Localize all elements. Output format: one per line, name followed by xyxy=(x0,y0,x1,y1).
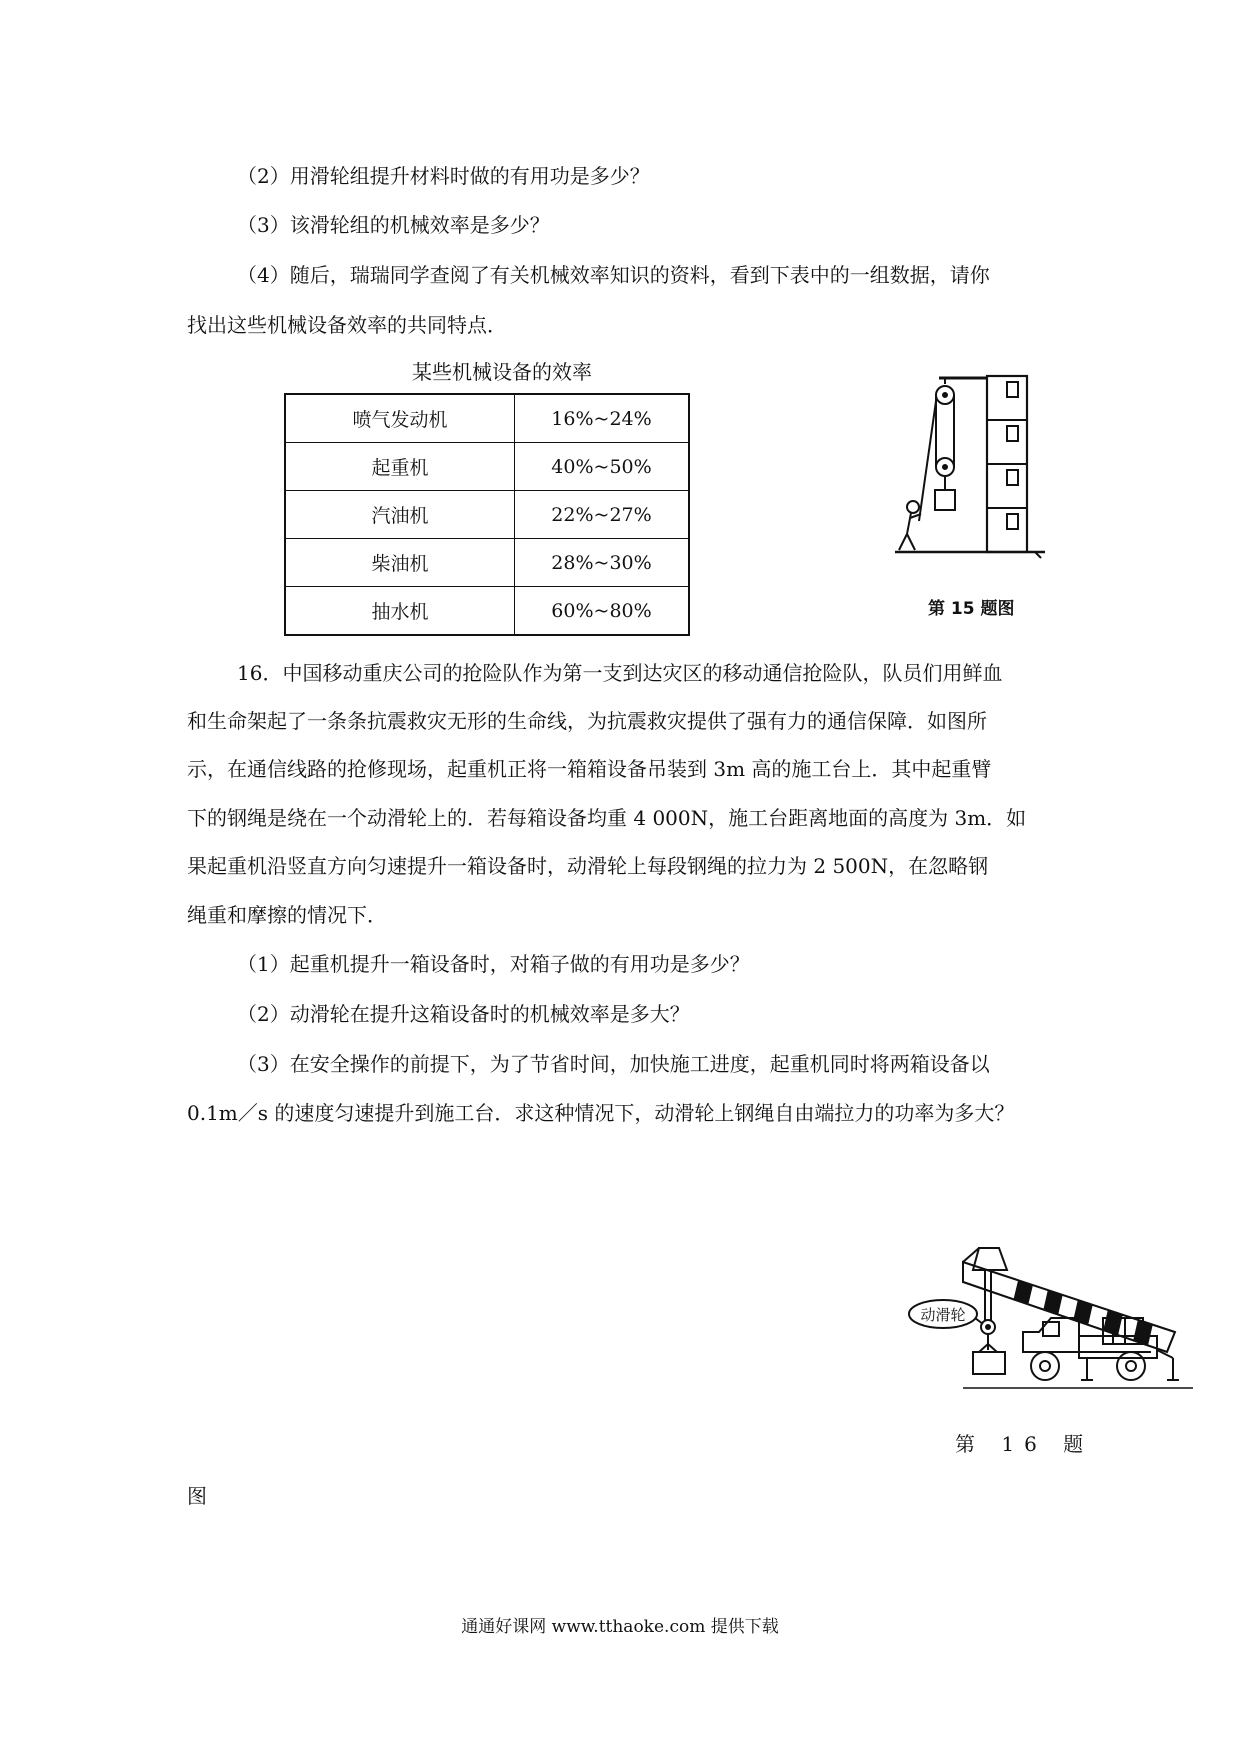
pulley-building-figure xyxy=(895,368,1045,563)
table-cell-name: 喷气发动机 xyxy=(285,394,515,443)
table-row xyxy=(285,539,689,587)
table-cell-value: 16%~24% xyxy=(515,394,690,443)
table-cell-name: 汽油机 xyxy=(285,491,515,539)
q15-part2: （2）用滑轮组提升材料时做的有用功是多少？ xyxy=(237,164,650,188)
table-cell-value: 60%~80% xyxy=(515,587,690,636)
q15-part3: （3）该滑轮组的机械效率是多少？ xyxy=(237,213,550,237)
table-cell-value: 22%~27% xyxy=(515,491,690,539)
q16-line: 下的钢绳是绕在一个动滑轮上的．若每箱设备均重 4 000N，施工台距离地面的高度为 3m．如 xyxy=(187,806,1027,830)
q16-sub2: （2）动滑轮在提升这箱设备时的机械效率是多大？ xyxy=(237,1002,690,1026)
table-cell-name: 抽水机 xyxy=(285,587,515,636)
table-row xyxy=(285,443,689,491)
q16-line: 示，在通信线路的抢修现场，起重机正将一箱箱设备吊装到 3m 高的施工台上．其中起重臂 xyxy=(187,757,992,781)
table-cell-value: 40%~50% xyxy=(515,443,690,491)
figure-16-caption-wrap: 图 xyxy=(187,1484,207,1508)
table-cell-name: 柴油机 xyxy=(285,539,515,587)
table-row xyxy=(285,587,689,636)
movable-pulley-label: 动滑轮 xyxy=(920,1306,966,1324)
page-footer: 通通好课网 www.tthaoke.com 提供下载 xyxy=(461,1617,779,1637)
efficiency-table xyxy=(284,393,690,636)
q15-part4-line1: （4）随后，瑞瑞同学查阅了有关机械效率知识的资料，看到下表中的一组数据，请你 xyxy=(237,263,990,287)
q16-line: 16．中国移动重庆公司的抢险队作为第一支到达灾区的移动通信抢险队，队员们用鲜血 xyxy=(237,661,1003,685)
table-row xyxy=(285,491,689,539)
table-title: 某些机械设备的效率 xyxy=(412,360,592,384)
q16-line: 果起重机沿竖直方向匀速提升一箱设备时，动滑轮上每段钢绳的拉力为 2 500N，在忽略钢 xyxy=(187,854,989,878)
table-cell-name: 起重机 xyxy=(285,443,515,491)
crane-truck-figure xyxy=(903,1240,1198,1400)
q15-part4-line2: 找出这些机械设备效率的共同特点． xyxy=(187,313,507,337)
table-cell-value: 28%~30% xyxy=(515,539,690,587)
q16-line: 和生命架起了一条条抗震救灾无形的生命线，为抗震救灾提供了强有力的通信保障．如图所 xyxy=(187,709,987,733)
q16-sub1: （1）起重机提升一箱设备时，对箱子做的有用功是多少？ xyxy=(237,952,750,976)
table-row xyxy=(285,394,689,443)
q16-line: 绳重和摩擦的情况下． xyxy=(187,903,387,927)
figure-16-caption: 第 16 题 xyxy=(955,1432,1094,1456)
q16-sub3-line2: 0.1m／s 的速度匀速提升到施工台．求这种情况下，动滑轮上钢绳自由端拉力的功率为多大？ xyxy=(187,1101,1015,1125)
q16-sub3-line1: （3）在安全操作的前提下，为了节省时间，加快施工进度，起重机同时将两箱设备以 xyxy=(237,1052,990,1076)
figure-15-caption: 第 15 题图 xyxy=(928,599,1015,619)
